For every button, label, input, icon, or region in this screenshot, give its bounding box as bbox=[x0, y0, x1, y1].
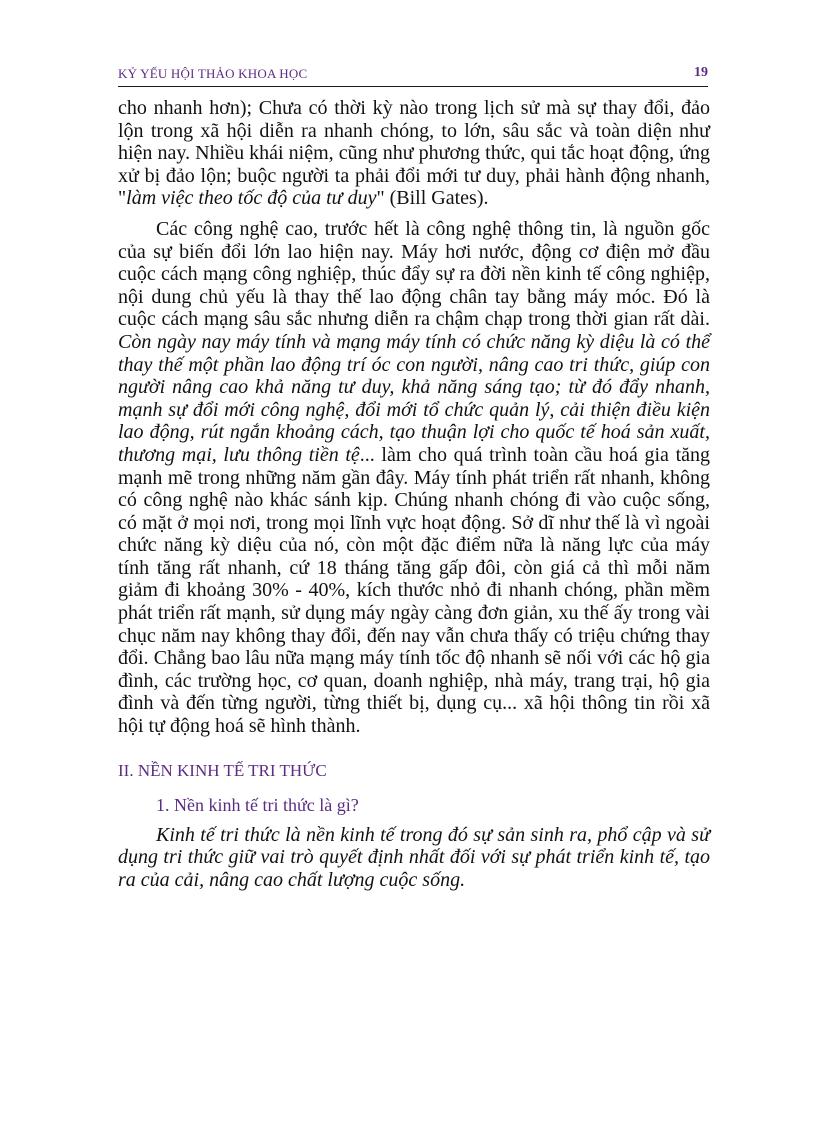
paragraph-text: " (Bill Gates). bbox=[376, 187, 489, 210]
subsection-heading: 1. Nền kinh tế tri thức là gì? bbox=[156, 794, 359, 815]
paragraph-text: Các công nghệ cao, trước hết là công nghệ thông tin, là nguồn gốc của sự biến đổi lớn lao hiện nay. Máy hơi nước, động cơ điện mở đầu cuộc cách mạng công nghiệp, thúc đẩy sự ra đời nền kinh tế công nghiệp, nội dung chủ yếu là thay thế lao động chân tay bằng máy móc. Đó là cuộc cách mạng sâu sắc nhưng diễn ra chậm chạp trong thời gian rất dài. bbox=[118, 217, 710, 331]
definition-text: Kinh tế tri thức là nền kinh tế trong đó sự sản sinh ra, phổ cập và sử dụng tri thức giữ vai trò quyết định nhất đối với sự phát triển kinh tế, tạo ra của cải, nâng cao chất lượng cuộc sống. bbox=[118, 823, 710, 891]
paragraph-continuation bbox=[118, 97, 710, 210]
emphasized-text: Còn ngày nay máy tính và mạng máy tính có chức năng kỳ diệu là có thể thay thế một phần lao động trí óc con người, nâng cao tri thức, giúp con người nâng cao khả năng tư duy, khả năng sáng tạo; từ đó đẩy nhanh, mạnh sự đổi mới công nghệ, đổi mới tổ chức quản lý, cải thiện điều kiện lao động, rút ngắn khoảng cách, tạo thuận lợi cho quốc tế hoá sản xuất, thương mại, lưu thông tiền tệ bbox=[118, 330, 710, 466]
paragraph-text: cho nhanh hơn); Chưa có thời kỳ nào trong lịch sử mà sự thay đổi, đảo lộn trong xã hội diễn ra nhanh chóng, to lớn, sâu sắc và toàn diện như hiện nay. Nhiều khái niệm, cũng như phương thức, qui tắc hoạt động, ứng xử bị đảo lộn; buộc người ta phải đổi mới tư duy, phải hành động nhanh, " bbox=[118, 97, 710, 210]
page-content bbox=[118, 97, 710, 891]
definition-paragraph bbox=[118, 824, 710, 892]
running-header-title: KỶ YẾU HỘI THẢO KHOA HỌC bbox=[118, 66, 308, 81]
section-heading: II. NỀN KINH TẾ TRI THỨC bbox=[118, 760, 327, 780]
paragraph-text: ... làm cho quá trình toàn cầu hoá gia tăng mạnh mẽ trong những năm gần đây. Máy tính phát triển rất nhanh, không có công nghệ nào khác sánh kịp. Chúng nhanh chóng đi vào cuộc sống, có mặt ở mọi nơi, trong mọi lĩnh vực hoạt động. Sở dĩ như thế là vì ngoài chức năng kỳ diệu của nó, còn một đặc điểm nữa là năng lực của máy tính tăng rất nhanh, cứ 18 tháng tăng gấp đôi, còn giá cả thì mỗi năm giảm đi khoảng 30% - 40%, kích thước nhỏ đi nhanh chóng, phần mềm phát triển rất mạnh, sử dụng máy ngày càng đơn giản, xu thế ấy trong vài chục năm nay không thay đổi, đến nay vẫn chưa thấy có triệu chứng thay đổi. Chẳng bao lâu nữa mạng máy tính tốc độ nhanh sẽ nối với các hộ gia đình, các trường học, cơ quan, doanh nghiệp, nhà máy, trang trại, hộ gia đình và đến từng người, từng thiết bị, dụng cụ... xã hội thông tin rồi xã hội tự động hoá sẽ hình thành. bbox=[118, 443, 711, 738]
page-number: 19 bbox=[694, 65, 708, 80]
page-header bbox=[118, 64, 708, 87]
quote-text: làm việc theo tốc độ của tư duy bbox=[126, 187, 377, 210]
paragraph-technology bbox=[118, 218, 710, 738]
